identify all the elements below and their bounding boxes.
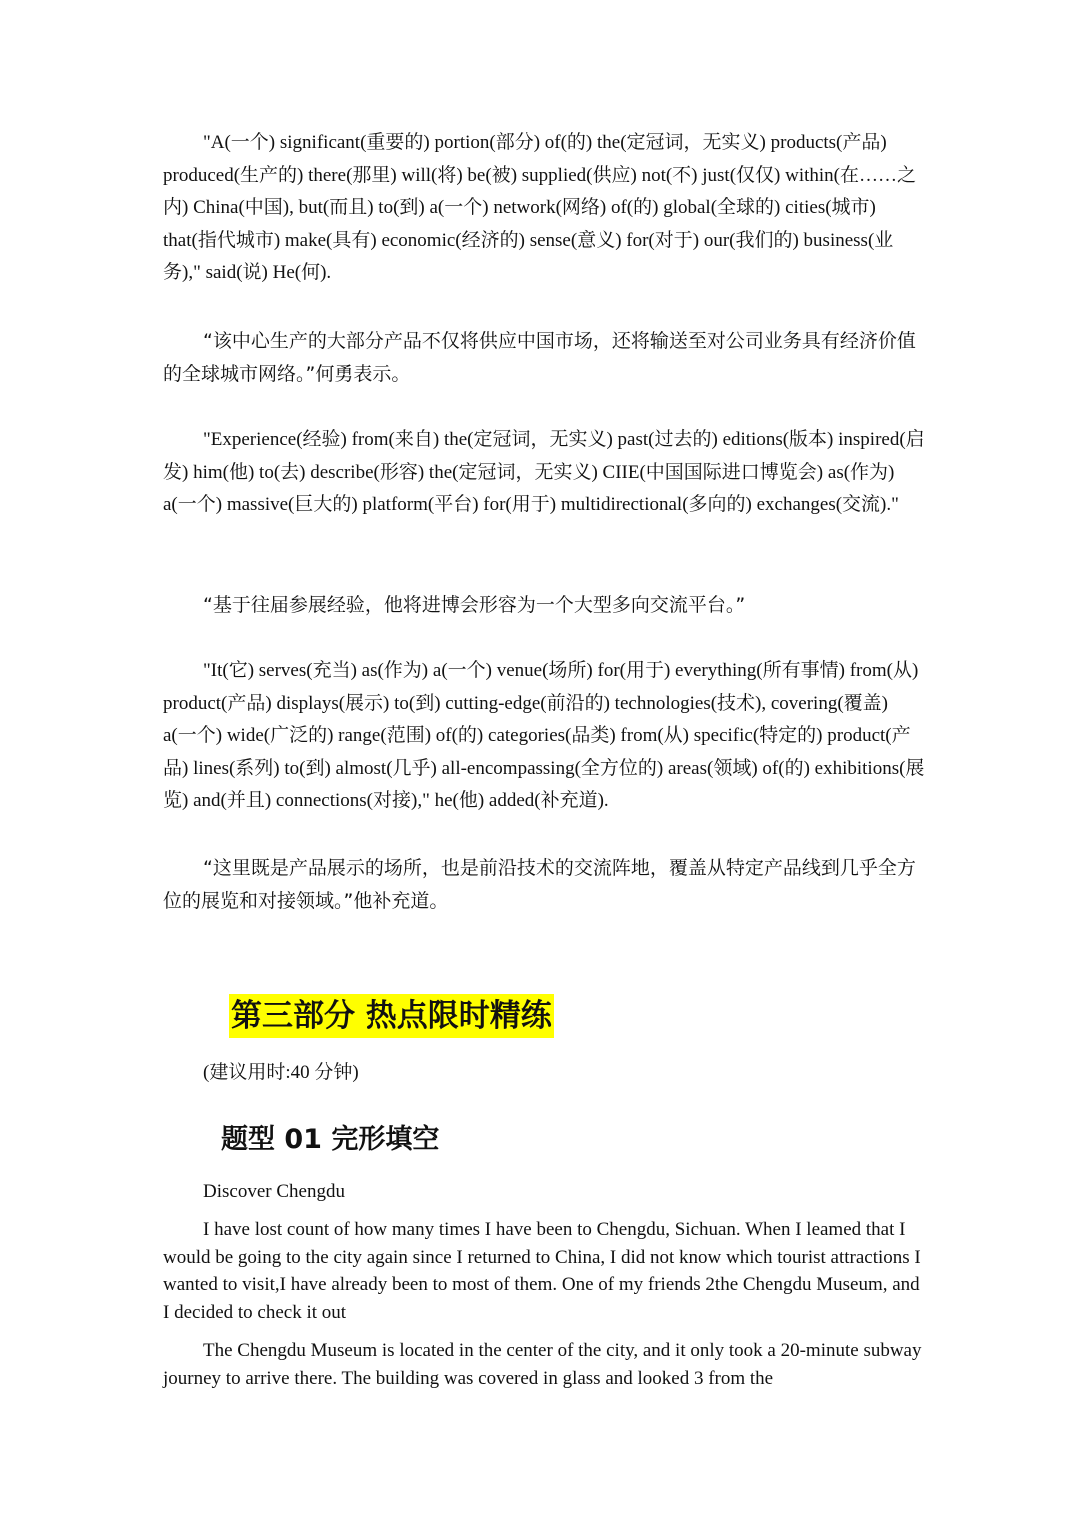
chinese-translation-2: “基于往届参展经验，他将进博会形容为一个大型多向交流平台。” [203, 594, 746, 616]
passage-paragraph-1: I have lost count of how many times I have been to Chengdu, Sichuan. When I leamed that I would be going to the city again since I returned to China, I did not know which tourist attractions I wanted to visit,I have already been to most of them. One of my friends 2the Chengdu Museum, and I decided to check it out [163, 1219, 921, 1323]
chinese-translation-3: “这里既是产品展示的场所，也是前沿技术的交流阵地，覆盖从特定产品线到几乎全方位的展览和对接领域。”他补充道。 [163, 857, 916, 912]
section-title: 第三部分 热点限时精练 [229, 994, 554, 1038]
suggested-time-note: (建议用时:40 分钟) [203, 1062, 359, 1083]
question-type-title: 题型 01 完形填空 [221, 1124, 440, 1155]
bilingual-paragraph-2: "Experience(经验) from(来自) the(定冠词，无实义) past(过去的) editions(版本) inspired(启发) him(他) to(去) describe(形容) the(定冠词，无实义) CIIE(中国国际进口博览会) as(作为) a(一个) massive(巨大的) platform(平台) for(用于) multidirectional(多向的) exchanges(交流)." [163, 429, 925, 516]
passage-paragraph-2: The Chengdu Museum is located in the center of the city, and it only took a 20-minute subway journey to arrive there. The building was covered in glass and looked 3 from the [163, 1340, 922, 1389]
bilingual-paragraph-3: "It(它) serves(充当) as(作为) a(一个) venue(场所) for(用于) everything(所有事情) from(从) product(产品) displays(展示) to(到) cutting-edge(前沿的) technologies(技术), covering(覆盖) a(一个) wide(广泛的) range(范围) of(的) categories(品类) from(从) specific(特定的) product(产品) lines(系列) to(到) almost(几乎) all-encompassing(全方位的) areas(领域) of(的) exhibitions(展览) and(并且) connections(对接)," he(他) added(补充道). [163, 660, 925, 812]
passage-title: Discover Chengdu [203, 1181, 345, 1202]
bilingual-paragraph-1: "A(一个) significant(重要的) portion(部分) of(的) the(定冠词，无实义) products(产品) produced(生产的) there(那里) will(将) be(被) supplied(供应) not(不) just(仅仅) within(在……之内) China(中国), but(而且) to(到) a(一个) network(网络) of(的) global(全球的) cities(城市) that(指代城市) make(具有) economic(经济的) sense(意义) for(对于) our(我们的) business(业务)," said(说) He(何). [163, 132, 916, 284]
chinese-translation-1: “该中心生产的大部分产品不仅将供应中国市场，还将输送至对公司业务具有经济价值的全球城市网络。”何勇表示。 [163, 330, 916, 385]
